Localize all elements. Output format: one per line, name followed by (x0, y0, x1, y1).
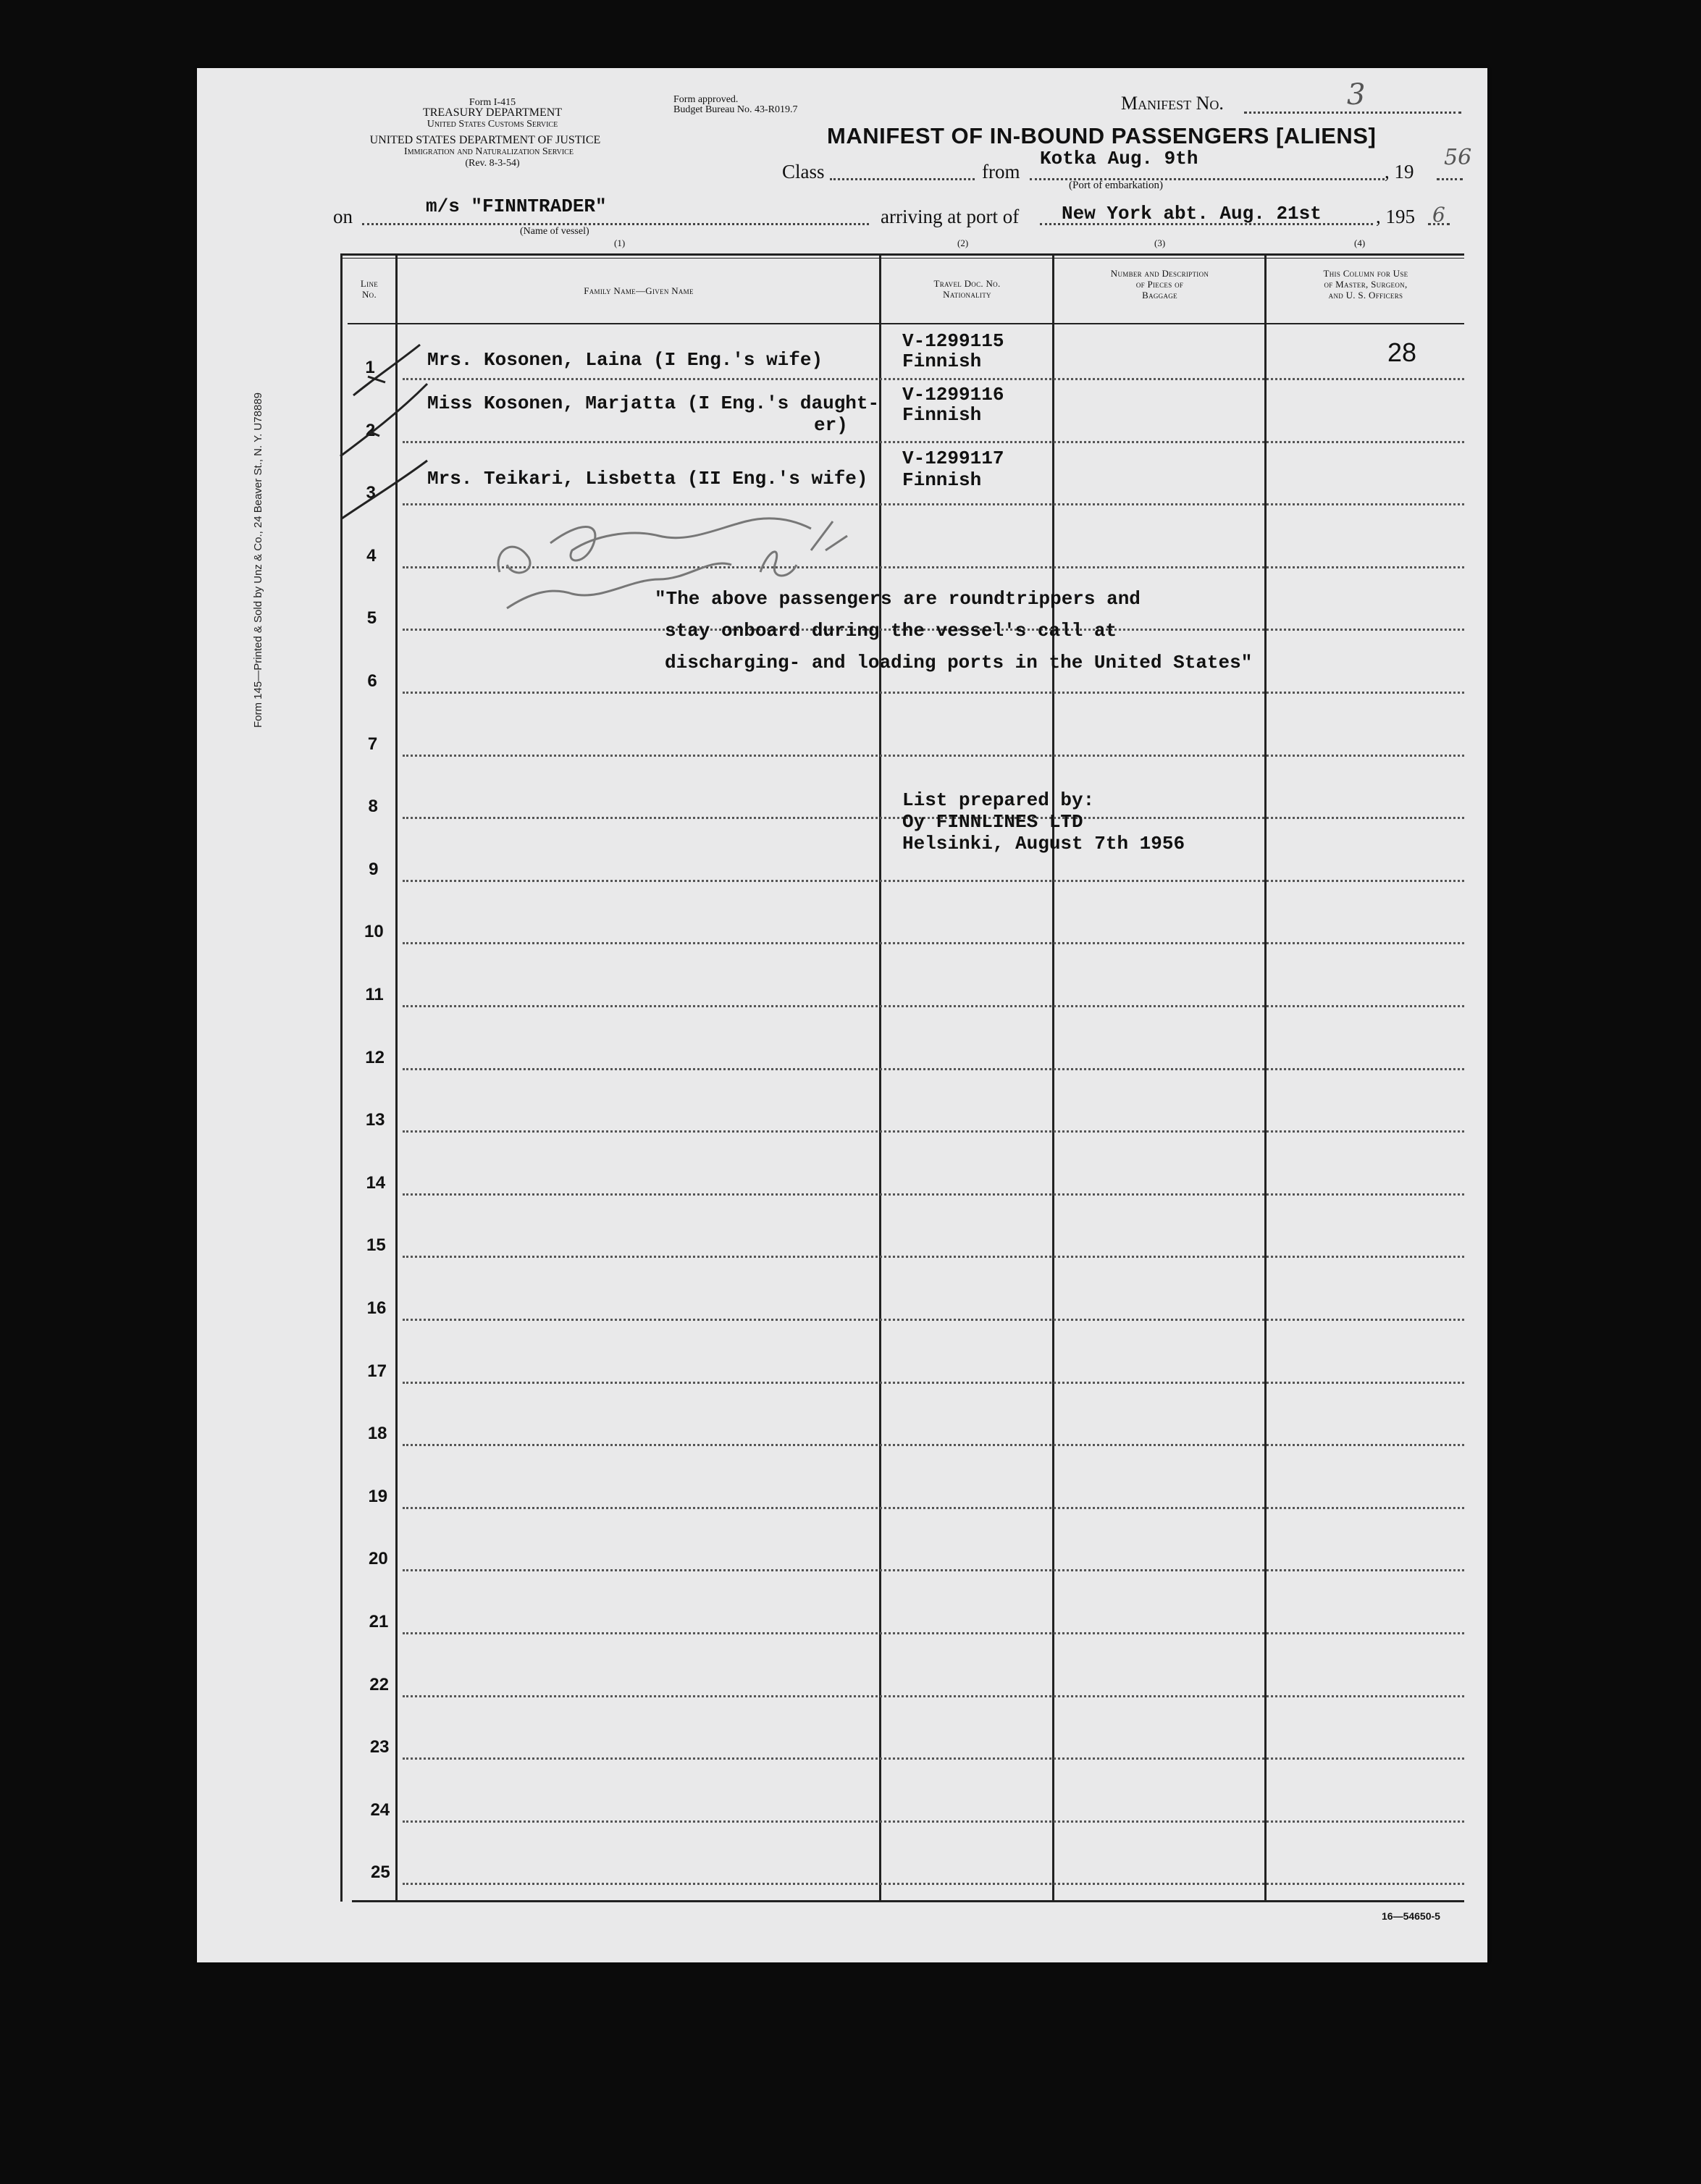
header-officers: This Column for Use of Master, Surgeon, and U. S. Officers (1323, 268, 1408, 301)
row-number: 6 (367, 671, 377, 691)
row-ruling (403, 1883, 1464, 1885)
port-of-embarkation: Kotka Aug. 9th (1040, 148, 1198, 169)
row-ruling (403, 1256, 1464, 1258)
footer-code: 16—54650-5 (1382, 1910, 1440, 1922)
row-number: 9 (369, 859, 379, 879)
row-ruling (403, 1193, 1464, 1196)
column-number-2: (2) (957, 238, 969, 248)
year-value: 56 (1444, 145, 1472, 170)
row-number: 13 (365, 1110, 385, 1130)
row-number: 8 (368, 797, 378, 817)
row-number: 16 (366, 1298, 387, 1318)
vessel-line (362, 223, 869, 225)
row-ruling (403, 1382, 1464, 1384)
row-ruling (403, 1820, 1464, 1823)
row-ruling (403, 755, 1464, 757)
row-number: 22 (369, 1674, 389, 1694)
check-marks (333, 340, 434, 529)
row-number: 7 (367, 734, 378, 754)
passenger-3-name: Mrs. Teikari, Lisbetta (II Eng.'s wife) (427, 468, 868, 490)
manifest-no-value: 3 (1347, 78, 1366, 112)
statement-line-1: "The above passengers are roundtrippers and (655, 588, 1141, 610)
row-number: 18 (367, 1424, 387, 1444)
row-ruling (403, 1319, 1464, 1321)
row-number: 11 (365, 985, 384, 1004)
row-ruling (403, 378, 1464, 380)
row-number: 23 (369, 1737, 390, 1757)
row-ruling (403, 1757, 1464, 1760)
budget-bureau: Budget Bureau No. 43-R019.7 (673, 104, 798, 115)
row-ruling (403, 880, 1464, 882)
row-number: 12 (365, 1047, 385, 1067)
header-name: Family Name—Given Name (584, 285, 694, 296)
immigration-service: Immigration and Naturalization Service (404, 146, 574, 157)
document-title: MANIFEST OF IN-BOUND PASSENGERS [ALIENS] (827, 123, 1377, 148)
header-line-no: Line No. (360, 278, 379, 300)
header-baggage: Number and Description of Pieces of Baggage (1110, 268, 1209, 301)
form-revision: (Rev. 8-3-54) (465, 158, 520, 169)
column-number-3: (3) (1154, 238, 1166, 248)
row-ruling (403, 1130, 1464, 1133)
table-top-border (340, 253, 1464, 256)
passenger-3-nationality: Finnish (902, 469, 982, 491)
passenger-2-doc: V-1299116 (902, 384, 1004, 406)
passenger-1-nationality: Finnish (902, 350, 982, 372)
passenger-2-name: Miss Kosonen, Marjatta (I Eng.'s daught- (427, 392, 880, 414)
row-number: 21 (369, 1612, 389, 1631)
row-number: 3 (366, 483, 376, 503)
form-number: Form I-415 (469, 97, 516, 108)
row-ruling (403, 1068, 1464, 1070)
row-number: 2 (365, 420, 376, 440)
row-ruling (403, 942, 1464, 944)
manifest-no-line (1244, 112, 1461, 114)
table-bottom-border (352, 1900, 1464, 1902)
prepared-by-place-date: Helsinki, August 7th 1956 (902, 833, 1185, 854)
prepared-by-label: List prepared by: (902, 789, 1095, 811)
arriving-port: New York abt. Aug. 21st (1062, 203, 1322, 224)
row-number: 10 (364, 922, 384, 942)
row-ruling (403, 1569, 1464, 1571)
on-label: on (333, 206, 353, 227)
row-ruling (403, 1507, 1464, 1509)
year-line (1437, 178, 1463, 180)
vessel-name: m/s "FINNTRADER" (426, 196, 607, 217)
row-ruling (403, 1632, 1464, 1634)
row-number: 4 (366, 545, 377, 566)
arrival-year-line (1428, 223, 1450, 225)
row-ruling (403, 441, 1464, 443)
row-ruling (403, 1695, 1464, 1697)
row-ruling (403, 1444, 1464, 1446)
passenger-2-nationality: Finnish (902, 404, 982, 426)
treasury-department: TREASURY DEPARTMENT (422, 106, 563, 119)
class-line (830, 178, 975, 180)
form-approved: Form approved. (673, 94, 739, 105)
row-number: 24 (370, 1799, 390, 1820)
row-number: 19 (368, 1486, 388, 1506)
manifest-no-label: Manifest No. (1121, 93, 1224, 114)
statement-line-3: discharging- and loading ports in the United States" (665, 652, 1253, 673)
passenger-1-name: Mrs. Kosonen, Laina (I Eng.'s wife) (427, 349, 823, 371)
passenger-1-officer-note: 28 (1387, 337, 1417, 367)
arrival-year-prefix: , 195 (1376, 206, 1415, 227)
table-top-border-inner (340, 258, 1464, 259)
baggage-divider (1264, 255, 1267, 1902)
row-ruling (403, 692, 1464, 694)
row-ruling (403, 1005, 1464, 1007)
row-number: 20 (369, 1549, 388, 1569)
justice-department: UNITED STATES DEPARTMENT OF JUSTICE (369, 134, 601, 146)
column-number-1: (1) (614, 238, 626, 248)
row-number: 17 (367, 1361, 387, 1381)
column-number-4: (4) (1354, 238, 1366, 248)
from-label: from (982, 161, 1020, 182)
inspector-signature (485, 492, 891, 637)
row-number: 1 (365, 358, 375, 377)
printer-imprint: Form 145—Printed & Sold by Unz & Co., 24 Beaver St., N. Y. U78889 (252, 392, 264, 728)
class-label: Class (782, 161, 825, 182)
passenger-1-doc: V-1299115 (902, 330, 1004, 352)
arriving-label: arriving at port of (881, 206, 1020, 227)
header-bottom-border (348, 323, 1464, 324)
passenger-3-doc: V-1299117 (902, 448, 1004, 469)
vessel-caption: (Name of vessel) (520, 226, 589, 237)
prepared-by-company: Oy FINNLINES LTD (902, 811, 1083, 833)
customs-service: United States Customs Service (427, 119, 558, 130)
row-number: 14 (366, 1172, 386, 1193)
header-travel-doc: Travel Doc. No. Nationality (933, 278, 1001, 300)
port-embark-caption: (Port of embarkation) (1069, 180, 1163, 191)
row-number: 5 (366, 608, 377, 629)
year-prefix: , 19 (1385, 161, 1414, 182)
arrival-year-value: 6 (1432, 203, 1445, 227)
row-number: 15 (366, 1235, 386, 1256)
row-number: 25 (371, 1862, 390, 1883)
statement-line-2: stay onboard during the vessel's call at (665, 620, 1117, 642)
travel-divider (1052, 255, 1054, 1902)
passenger-2-name-cont: er) (814, 414, 848, 436)
